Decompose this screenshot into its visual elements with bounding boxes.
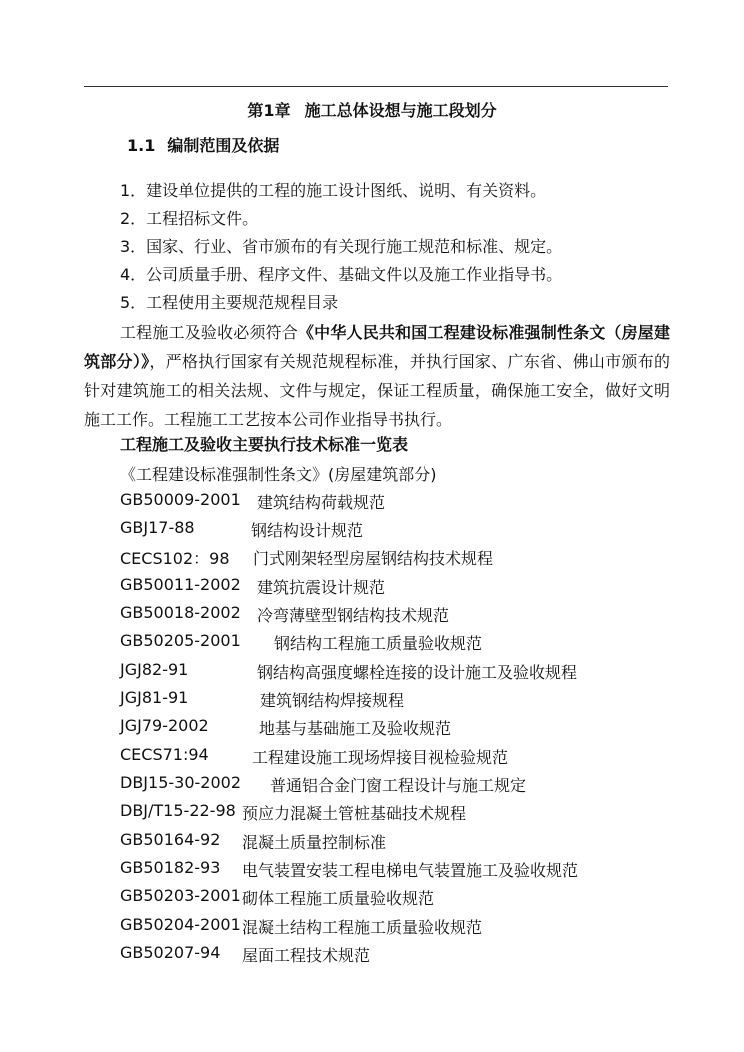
chapter-heading	[0, 98, 744, 121]
list-item: 3．国家、行业、省市颁布的有关现行施工规范和标准、规定。	[120, 237, 563, 256]
standard-row	[120, 801, 467, 823]
standard-title: 建筑结构荷载规范	[257, 493, 386, 512]
section-number: 1.1	[127, 136, 156, 155]
standard-code: CECS71:94	[120, 745, 209, 764]
standard-code: DBJ/T15-22-98	[120, 801, 236, 820]
standard-code: CECS102：98	[120, 549, 230, 568]
standard-code: JGJ82-91	[120, 660, 189, 679]
standard-title: 工程建设施工现场焊接目视检验规范	[252, 748, 509, 767]
standard-row	[120, 943, 371, 965]
list-item: 5．工程使用主要规范规程目录	[120, 293, 339, 312]
standard-title: 建筑抗震设计规范	[257, 578, 386, 597]
standard-title: 预应力混凝土管桩基础技术规程	[242, 804, 467, 823]
section-title: 编制范围及依据	[167, 136, 280, 155]
standard-title: 普通铝合金门窗工程设计与施工规定	[270, 776, 527, 795]
list-item: 2．工程招标文件。	[120, 209, 259, 228]
standard-title: 钢结构工程施工质量验收规范	[274, 634, 483, 653]
standard-row	[120, 830, 387, 852]
standard-title: 混凝土质量控制标准	[242, 833, 387, 852]
standard-row	[120, 660, 578, 682]
standard-code: JGJ79-2002	[120, 716, 209, 735]
standard-title: 钢结构高强度螺栓连接的设计施工及验收规程	[257, 663, 578, 682]
standard-code: GB50164-92	[120, 830, 221, 849]
standard-code: GB50204-2001	[120, 915, 241, 934]
standard-title: 建筑钢结构焊接规程	[260, 691, 405, 710]
header-rule	[84, 86, 668, 87]
standards-intro: 《工程建设标准强制性条文》(房屋建筑部分)	[120, 465, 437, 484]
standards-heading: 工程施工及验收主要执行技术标准一览表	[120, 435, 409, 454]
standard-row	[120, 688, 405, 710]
standard-title: 地基与基础施工及验收规范	[259, 719, 452, 738]
standard-title: 电气装置安装工程电梯电气装置施工及验收规范	[242, 861, 579, 880]
chapter-title: 施工总体设想与施工段划分	[304, 101, 497, 120]
standard-row	[120, 773, 527, 795]
standard-code: DBJ15-30-2002	[120, 773, 241, 792]
standard-title: 混凝土结构工程施工质量验收规范	[242, 918, 483, 937]
standard-row	[120, 915, 483, 937]
standard-code: GBJ17-88	[120, 518, 195, 537]
chapter-number: 第1章	[247, 101, 291, 120]
section-heading	[127, 133, 279, 156]
standard-row	[120, 575, 386, 597]
standard-code: GB50018-2002	[120, 603, 241, 622]
standard-title: 冷弯薄壁型钢结构技术规范	[257, 606, 450, 625]
paragraph-lead: 工程施工及验收必须符合	[120, 323, 298, 342]
standard-row	[120, 745, 509, 767]
standard-code: GB50009-2001	[120, 490, 241, 509]
standard-row	[120, 886, 435, 908]
standard-row	[120, 490, 386, 512]
standard-code: JGJ81-91	[120, 688, 189, 707]
standard-code: GB50205-2001	[120, 631, 241, 650]
compliance-paragraph	[84, 318, 670, 434]
list-item: 4．公司质量手册、程序文件、基础文件以及施工作业指导书。	[120, 265, 563, 284]
standard-title: 砌体工程施工质量验收规范	[242, 889, 435, 908]
standard-code: GB50011-2002	[120, 575, 241, 594]
standard-title: 门式刚架轻型房屋钢结构技术规程	[253, 549, 494, 568]
standard-row	[120, 603, 450, 625]
standard-title: 钢结构设计规范	[251, 521, 364, 540]
paragraph-body: ，严格执行国家有关规范规程标准，并执行国家、广东省、佛山市颁布的针对建筑施工的相关法规、文件与规定，保证工程质量，确保施工安全，做好文明施工工作。工程施工工艺按本公司作业指导书执行。	[84, 352, 670, 429]
standard-row	[120, 858, 579, 880]
list-item: 1．建设单位提供的工程的施工设计图纸、说明、有关资料。	[120, 181, 547, 200]
standard-code: GB50182-93	[120, 858, 221, 877]
standard-title: 屋面工程技术规范	[242, 946, 371, 965]
standard-row	[120, 631, 483, 653]
paragraph-standard-title: 《中华人民共和国工程建设标准强制性条文（房屋建筑部分）》	[84, 323, 670, 371]
standard-row	[120, 546, 494, 569]
standard-row	[120, 716, 452, 738]
standard-code: GB50207-94	[120, 943, 221, 962]
standard-row	[120, 518, 364, 540]
standard-code: GB50203-2001	[120, 886, 241, 905]
